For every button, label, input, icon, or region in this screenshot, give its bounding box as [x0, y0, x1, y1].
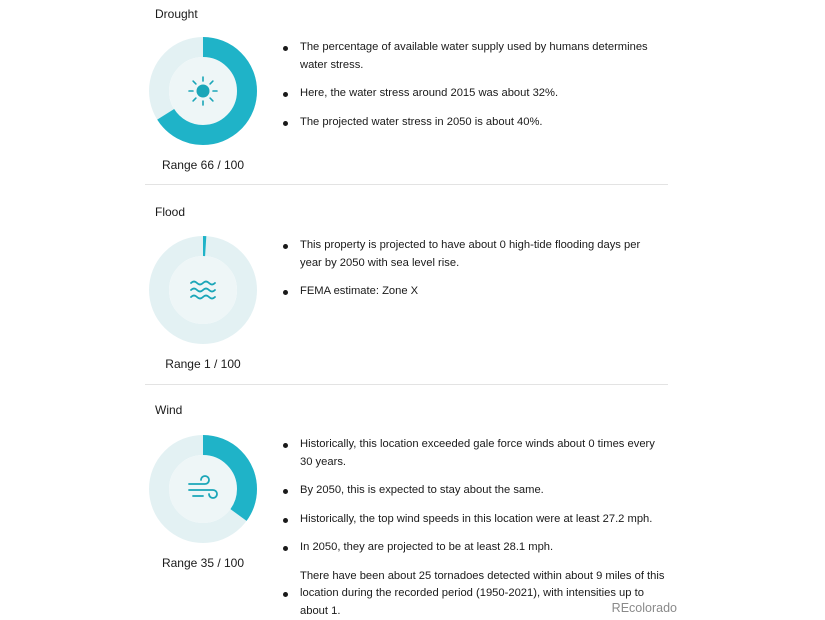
flood-gauge [149, 236, 257, 344]
list-item: This property is projected to have about 0 high-tide flooding days per year by 2050 with sea level rise. [280, 237, 665, 272]
wind-gauge [149, 435, 257, 543]
watermark: REcolorado [612, 601, 677, 615]
list-item: In 2050, they are projected to be at least 28.1 mph. [280, 539, 665, 557]
bullet-list [280, 436, 665, 620]
list-item: FEMA estimate: Zone X [280, 283, 665, 301]
section-title: Flood [155, 205, 185, 219]
list-item: By 2050, this is expected to stay about the same. [280, 482, 665, 500]
range-label: Range 35 / 100 [145, 556, 261, 570]
list-item: Historically, the top wind speeds in this location were at least 27.2 mph. [280, 511, 665, 529]
list-item: Here, the water stress around 2015 was about 32%. [280, 85, 665, 103]
section-title: Drought [155, 7, 198, 21]
drought-gauge [149, 37, 257, 145]
flood-section [145, 200, 668, 385]
list-item: There have been about 25 tornadoes detected within about 9 miles of this location during the recorded period (1950-2021), with intensities up to about 1. [280, 568, 665, 620]
range-label: Range 66 / 100 [145, 158, 261, 172]
list-item: Historically, this location exceeded gale force winds about 0 times every 30 years. [280, 436, 665, 471]
range-label: Range 1 / 100 [145, 357, 261, 371]
drought-section [145, 0, 668, 185]
bullet-list [280, 237, 665, 301]
section-title: Wind [155, 403, 182, 417]
bullet-list [280, 39, 665, 131]
list-item: The projected water stress in 2050 is about 40%. [280, 114, 665, 132]
sun-icon [189, 77, 217, 105]
divider [145, 384, 668, 385]
wind-section [145, 398, 668, 619]
divider [145, 184, 668, 185]
list-item: The percentage of available water supply used by humans determines water stress. [280, 39, 665, 74]
